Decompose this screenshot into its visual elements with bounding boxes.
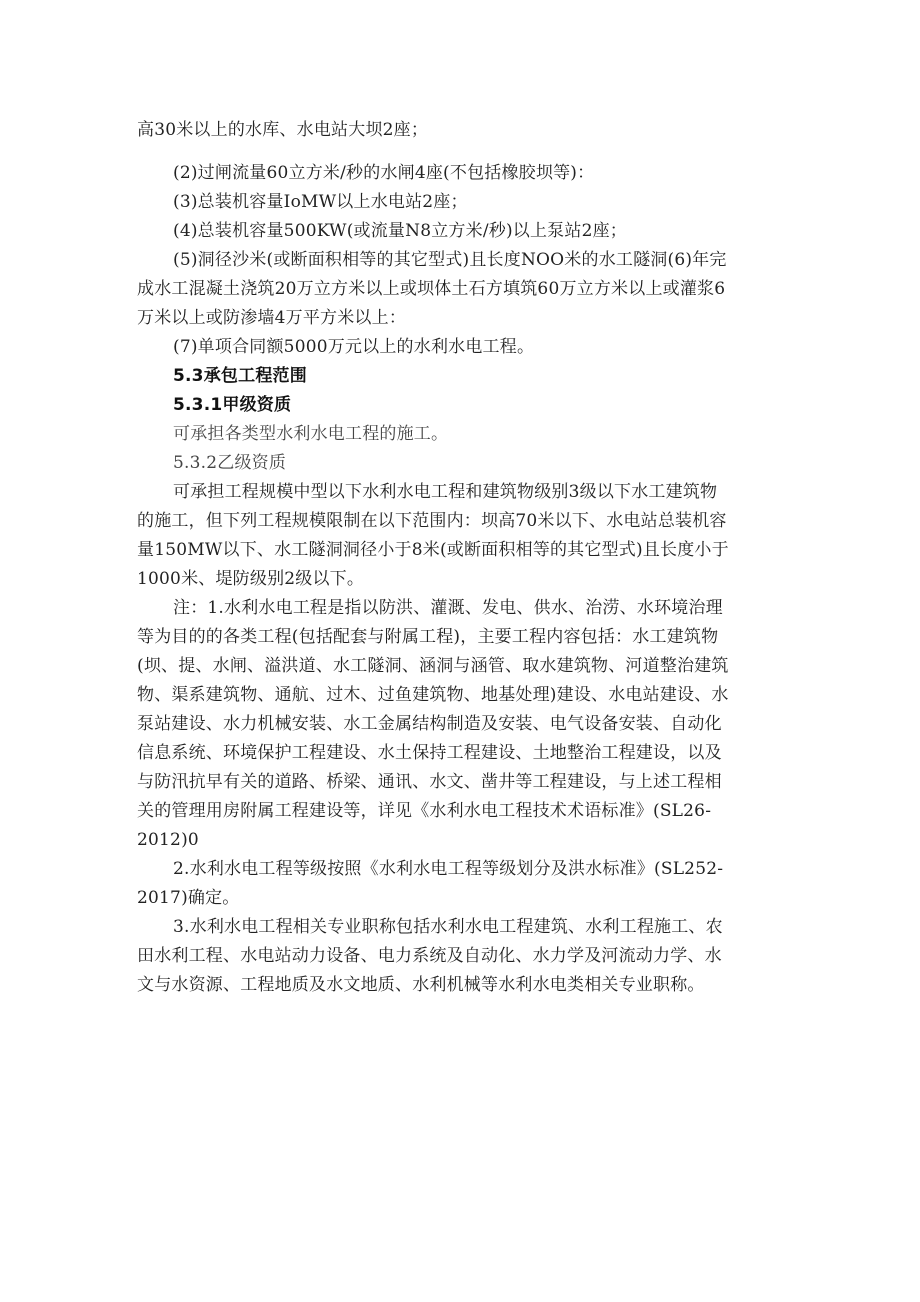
note-1: 注：1.水利水电工程是指以防洪、灌溉、发电、供水、治涝、水环境治理 [173,598,723,618]
grade-a-text: 可承担各类型水利水电工程的施工。 [173,424,449,444]
note-1: 等为目的的各类工程(包括配套与附属工程)，主要工程内容包括：水工建筑物 [137,627,719,647]
list-item-3: (3)总装机容量IoMW以上水电站2座； [173,192,468,212]
note-1: 关的管理用房附属工程建设等，详见《水利水电工程技术术语标准》(SL26- [137,801,712,821]
grade-b-text: 1000米、堤防级别2级以下。 [137,569,365,589]
note-1: 与防汛抗早有关的道路、桥梁、通讯、水文、凿井等工程建设，与上述工程相 [137,772,722,792]
note-3: 文与水资源、工程地质及水文地质、水利机械等水利水电类相关专业职称。 [137,975,705,995]
list-item-7: (7)单项合同额5000万元以上的水利水电工程。 [173,337,535,357]
list-item-5: (5)洞径沙米(或断面积相等的其它型式)且长度NOO米的水工隧洞(6)年完 [173,250,727,270]
note-3: 3.水利水电工程相关专业职称包括水利水电工程建筑、水利工程施工、农 [173,917,723,937]
note-1: 信息系统、环境保护工程建设、水土保持工程建设、土地整治工程建设，以及 [137,743,722,763]
note-3: 田水利工程、水电站动力设备、电力系统及自动化、水力学及河流动力学、水 [137,946,722,966]
note-1: 物、渠系建筑物、通航、过木、过鱼建筑物、地基处理)建设、水电站建设、水 [137,685,729,705]
list-item-2: (2)过闸流量60立方米/秒的水闸4座(不包括橡胶坝等)： [173,163,595,183]
note-2: 2017)确定。 [137,888,240,908]
grade-b-text: 量150MW以下、水工隧洞洞径小于8米(或断面积相等的其它型式)且长度小于 [137,540,729,560]
grade-b-text: 的施工，但下列工程规模限制在以下范围内：坝高70米以下、水电站总装机容 [137,511,727,531]
list-item-5-cont: 万米以上或防渗墙4万平方米以上： [137,308,407,328]
note-2: 2.水利水电工程等级按照《水利水电工程等级划分及洪水标准》(SL252- [173,859,724,879]
section-heading-5-3-1: 5.3.1甲级资质 [173,395,292,415]
note-1: 泵站建设、水力机械安装、水工金属结构制造及安装、电气设备安装、自动化 [137,714,722,734]
section-heading-5-3: 5.3承包工程范围 [173,366,307,386]
grade-b-text: 可承担工程规模中型以下水利水电工程和建筑物级别3级以下水工建筑物 [173,482,718,502]
section-heading-5-3-2: 5.3.2乙级资质 [173,453,287,473]
list-item-4: (4)总装机容量500KW(或流量N8立方米/秒)以上泵站2座； [173,221,627,241]
text-line: 高30米以上的水库、水电站大坝2座； [137,120,429,140]
note-1: (坝、提、水闸、溢洪道、水工隧洞、涵洞与涵管、取水建筑物、河道整治建筑 [137,656,729,676]
list-item-5-cont: 成水工混凝土浇筑20万立方米以上或坝体土石方填筑60万立方米以上或灌浆6 [137,279,726,299]
note-1: 2012)0 [137,830,199,850]
document-page [137,116,777,1000]
spacer [137,145,777,159]
